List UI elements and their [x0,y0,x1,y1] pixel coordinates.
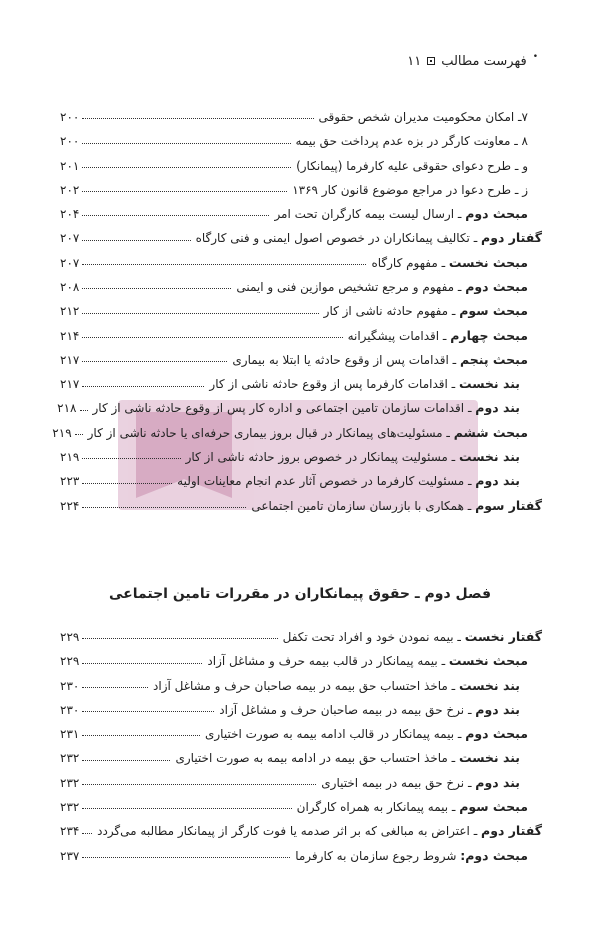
toc-entry-page-number: ۲۰۱ [60,158,80,173]
toc-entry-text [346,328,528,343]
dot-leader [82,337,342,338]
toc-entry-page-number: ۲۲۴ [60,498,80,513]
toc-entry-title: ـ مفهوم کارگاه [371,255,449,270]
toc-entry-title: ز ـ طرح دعوا در مراجع موضوع قانون کار ۱۳۶۹ [292,182,528,197]
toc-entry [60,124,542,148]
toc-entry-title: ـ بیمه پیمانکار به همراه کارگران [296,799,460,814]
toc-entry-text [207,376,520,391]
header-title: فهرست مطالب [441,53,527,69]
toc-entry-page-number: ۲۰۲ [60,182,80,197]
toc-entry [60,343,542,367]
dot-leader [82,663,202,664]
dot-leader [82,711,214,712]
toc-entry-title: ـ مسئولیت‌های پیمانکار در قبال بروز بیماری حرفه‌ای یا حادثه ناشی از کار [87,425,454,440]
dot-leader [82,118,313,119]
toc-entry-label: بند دوم [475,400,520,416]
toc-entry-label: مبحث دوم: [460,847,528,863]
dot-leader [82,264,366,265]
toc-entry-page-number: ۲۱۴ [60,328,80,343]
toc-entry-title: شروط رجوع سازمان به کارفرما [295,848,461,863]
toc-entry-page-number: ۲۲۳ [60,474,80,489]
toc-entry-title: ـ اقدامات سازمان تامین اجتماعی و اداره کار پس از وقوع حادثه ناشی از کار [92,401,476,416]
toc-entry [60,149,542,173]
toc-entry [60,790,542,814]
toc-entry [60,717,542,741]
dot-leader [82,857,290,858]
toc-entry [60,644,542,668]
toc-entry [60,294,542,318]
toc-entry-label: بند نخست [458,376,520,392]
toc-entry-label: مبحث چهارم [450,327,528,343]
chapter-heading: فصل دوم ـ حقوق پیمانکاران در مقررات تامین اجتماعی [108,586,491,602]
toc-entry-text [194,230,542,245]
toc-entry-page-number: ۲۳۲ [60,775,80,790]
toc-entry-text [151,678,520,693]
header-bullet: • [532,52,538,62]
toc-entry-title: ـ اقدامات پس از وقوع حادثه یا ابتلا به بیماری [232,352,460,367]
toc-entry-label: گفتار نخست [464,628,542,644]
dot-leader [82,313,318,314]
toc-entry [60,814,542,838]
toc-entry-text [86,425,528,440]
dot-leader [82,833,92,834]
toc-entry-page-number: ۲۲۹ [60,629,80,644]
toc-entry-page-number: ۲۰۰ [60,134,80,149]
toc-entry [60,489,542,513]
square-icon [427,57,435,65]
toc-entry-text [369,255,528,270]
toc-entry-title: ـ اقدامات پیشگیرانه [347,328,451,343]
toc-entry-text [217,702,520,717]
toc-entry-label: بند نخست [458,449,520,465]
toc-entry-label: بند نخست [458,677,520,693]
toc-entry-text [272,206,528,221]
header-page-number: ۱۱ [407,53,422,69]
dot-leader [82,735,200,736]
dot-leader [82,687,148,688]
dot-leader [82,784,316,785]
toc-entry-text [234,279,528,294]
toc-entry-text [294,159,528,173]
toc-entry-title: ـ بیمه پیمانکار در قالب بیمه حرف و مشاغل آزاد [207,654,449,669]
toc-entry-label: مبحث پنجم [459,351,528,367]
toc-entry-title: ـ مسئولیت کارفرما در خصوص آثار عدم انجام معاینات اولیه [177,474,476,489]
toc-entry-label: مبحث سوم [459,303,528,319]
toc-entry-page-number: ۲۰۴ [60,207,80,222]
toc-entry [60,270,542,294]
toc-entry [60,246,542,270]
toc-entry-title: ـ ارسال لیست بیمه کارگران تحت امر [274,207,466,222]
toc-entry-text [175,473,520,488]
toc-entry-label: مبحث دوم [465,726,528,742]
toc-entry-page-number: ۲۳۰ [60,702,80,717]
toc-entry-title: ـ اقدامات کارفرما پس از وقوع حادثه ناشی از کار [209,377,459,392]
dot-leader [82,240,190,241]
toc-entry-label: مبحث دوم [465,278,528,294]
toc-entry-label: مبحث سوم [459,798,528,814]
toc-entry [60,197,542,221]
dot-leader [82,808,291,809]
dot-leader [82,760,170,761]
toc-entry-page-number: ۲۰۸ [60,279,80,294]
dot-leader [80,410,88,411]
toc-entry-text [205,653,528,668]
toc-entry-text [322,303,528,318]
toc-entry-text [230,352,528,367]
toc-entry-page-number: ۲۱۷ [60,377,80,392]
dot-leader [82,288,231,289]
toc-entry-title: ـ همکاری با بازرسان سازمان تامین اجتماعی [251,498,476,513]
toc-entry-page-number: ۲۰۷ [60,231,80,246]
toc-entry-title: و ـ طرح دعوای حقوقی علیه کارفرما (پیمانکار) [296,158,528,173]
toc-entry [60,620,542,644]
toc-entry-label: مبحث دوم [465,206,528,222]
toc-entry-label: بند دوم [475,701,520,717]
toc-entry-text [281,629,542,644]
toc-entry-text [319,775,520,790]
toc-entry-page-number: ۲۱۲ [60,304,80,319]
toc-entry-title: ـ نرخ حق بیمه در بیمه اختیاری [321,775,476,790]
dot-leader [82,638,277,639]
toc-entry-page-number: ۲۳۰ [60,678,80,693]
dot-leader [82,167,291,168]
toc-entry-title: ـ نرخ حق بیمه در بیمه صاحبان حرف و مشاغل آزاد [219,702,476,717]
toc-entry-label: بند دوم [475,774,520,790]
toc-entry-page-number: ۲۲۹ [60,654,80,669]
toc-entry-text [95,823,542,838]
toc-entry-text [203,726,528,741]
dot-leader [82,483,172,484]
toc-entry-text [290,183,528,197]
dot-leader [82,458,180,459]
toc-entry-title: ـ مفهوم حادثه ناشی از کار [323,304,460,319]
toc-entry-page-number: ۲۱۹ [60,450,80,465]
dot-leader [75,434,83,435]
toc-entry-page-number: ۲۱۹ [52,425,72,440]
toc-entry-page-number: ۲۰۰ [60,109,80,124]
toc-entry-title: ـ ماخذ احتساب حق بیمه در بیمه صاحبان حرف و مشاغل آزاد [153,678,459,693]
toc-entry [60,766,542,790]
toc-entry [60,669,542,693]
dot-leader [82,215,269,216]
toc-entry-title: ـ مفهوم و مرجع تشخیص موازین فنی و ایمنی [236,279,466,294]
toc-entry-text [184,449,520,464]
toc-entry-page-number: ۲۳۱ [60,727,80,742]
toc-entry-text [294,134,528,148]
toc-entry-title: ـ بیمه پیمانکار در قالب ادامه بیمه به صورت اختیاری [204,727,466,742]
toc-entry [60,464,542,488]
toc-entry-title: ـ مسئولیت پیمانکار در خصوص بروز حادثه ناشی از کار [185,450,459,465]
toc-entry [60,741,542,765]
toc-entry [60,693,542,717]
toc-entry [60,221,542,245]
toc-entry-label: گفتار دوم [481,823,542,839]
toc-entry-page-number: ۲۳۴ [60,824,80,839]
toc-entry-title: ۷ـ امکان محکومیت مدیران شخص حقوقی [318,109,528,124]
toc-entry-page-number: ۲۱۸ [57,401,77,416]
toc-entry [60,319,542,343]
dot-leader [82,191,287,192]
toc-entry-title: ـ ماخذ احتساب حق بیمه در ادامه بیمه به صورت اختیاری [175,751,459,766]
toc-entry-label: گفتار سوم [475,497,542,513]
toc-entry-text [91,400,521,415]
toc-entry-label: گفتار دوم [481,230,542,246]
toc-entry-page-number: ۲۳۷ [60,848,80,863]
toc-entry-title: ۸ ـ معاونت کارگر در بزه عدم پرداخت حق بیمه [295,134,528,149]
toc-entry-label: بند دوم [475,473,520,489]
toc-entry-text [295,799,528,814]
toc-list-chapter-1 [52,100,542,513]
toc-entry [60,440,542,464]
toc-entry-page-number: ۲۳۲ [60,799,80,814]
page-header [62,50,538,72]
toc-entry-page-number: ۲۳۲ [60,751,80,766]
toc-entry-label: مبحث ششم [453,424,528,440]
toc-entry-page-number: ۲۱۷ [60,352,80,367]
toc-entry-page-number: ۲۰۷ [60,255,80,270]
dot-leader [82,143,290,144]
toc-entry-text [293,848,528,863]
toc-entry-label: بند نخست [458,750,520,766]
toc-entry-text [317,110,529,124]
toc-entry-label: مبحث نخست [448,653,528,669]
toc-entry-title: ـ تکالیف پیمانکاران در خصوص اصول ایمنی و فنی کارگاه [195,231,482,246]
toc-entry [57,392,542,416]
toc-entry-text [173,750,520,765]
toc-entry [60,100,542,124]
toc-entry [52,416,542,440]
toc-entry-text [249,498,542,513]
toc-entry [60,839,542,863]
dot-leader [82,386,204,387]
toc-list-chapter-2 [60,620,542,863]
dot-leader [82,507,246,508]
toc-entry-title: ـ بیمه نمودن خود و افراد تحت تکفل [282,629,465,644]
dot-leader [82,361,227,362]
toc-entry-label: مبحث نخست [448,254,528,270]
toc-entry [60,367,542,391]
toc-entry [60,173,542,197]
toc-entry-title: ـ اعتراض به مبالغی که بر اثر صدمه یا فوت کارگر از پیمانکار مطالبه می‌گردد [97,824,482,839]
